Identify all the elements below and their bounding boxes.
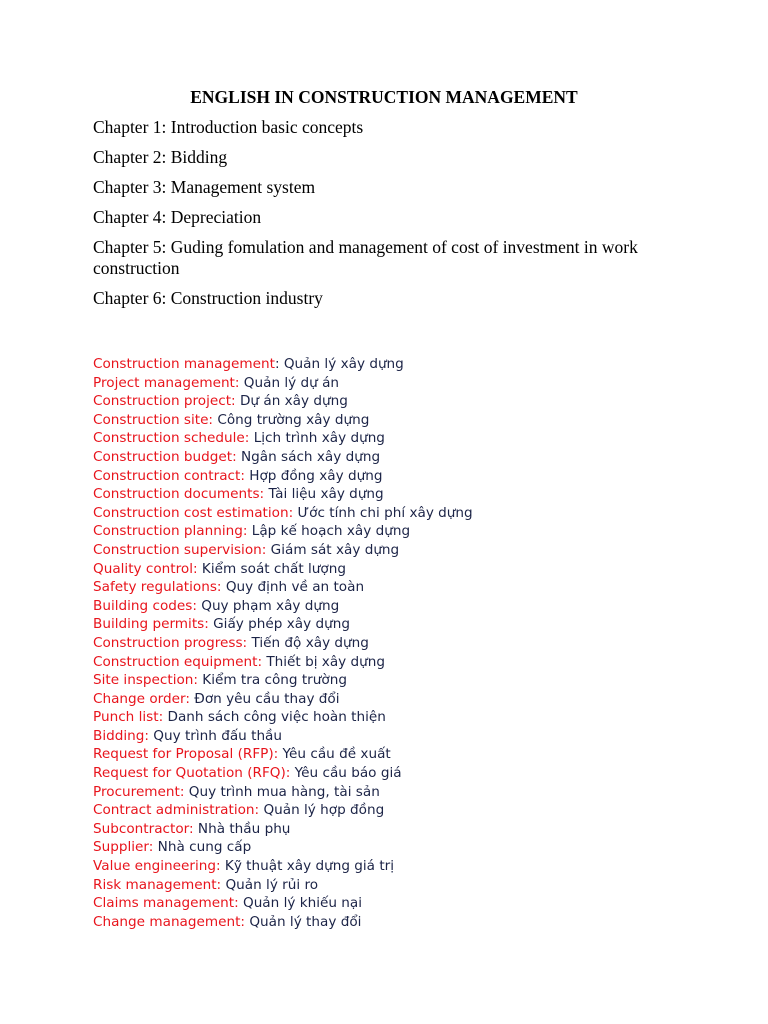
document-title: ENGLISH IN CONSTRUCTION MANAGEMENT — [190, 87, 578, 107]
glossary-row — [93, 838, 733, 857]
glossary-meaning: Quản lý xây dựng — [279, 356, 404, 372]
glossary-row — [93, 374, 733, 393]
glossary-term: Construction management — [93, 356, 275, 372]
glossary-meaning: Lịch trình xây dựng — [249, 430, 385, 447]
glossary-meaning: Giám sát xây dựng — [266, 541, 400, 558]
glossary-row — [93, 411, 733, 430]
glossary-meaning: Nhà thầu phụ — [193, 820, 291, 837]
glossary-term: Contract administration: — [93, 802, 260, 819]
glossary-term: Construction cost estimation: — [93, 504, 294, 521]
glossary-meaning: Quy trình đấu thầu — [148, 727, 283, 744]
glossary-row — [93, 634, 733, 653]
glossary-row — [93, 355, 733, 374]
glossary-meaning: Nhà cung cấp — [153, 839, 252, 856]
glossary-row — [93, 764, 733, 783]
glossary-term: Procurement: — [93, 783, 185, 800]
glossary-meaning: Quy phạm xây dựng — [196, 597, 340, 614]
glossary-row — [93, 727, 733, 746]
chapter-item: Chapter 4: Depreciation — [93, 207, 262, 227]
glossary-meaning: Kỹ thuật xây dựng giá trị — [220, 858, 395, 875]
glossary-term: Request for Quotation (RFQ): — [93, 765, 291, 782]
glossary-meaning: Lập kế hoạch xây dựng — [247, 523, 411, 540]
glossary-meaning: Đơn yêu cầu thay đổi — [189, 690, 340, 707]
glossary-meaning: Quy định về an toàn — [221, 579, 365, 596]
glossary-row — [93, 615, 733, 634]
glossary-term: Construction planning: — [93, 523, 248, 540]
chapter-item: Chapter 2: Bidding — [93, 147, 228, 167]
glossary-meaning: Hợp đồng xây dựng — [244, 467, 383, 484]
glossary-term: Construction contract: — [93, 467, 245, 484]
glossary-term: Bidding: — [93, 727, 149, 744]
glossary-meaning: Yêu cầu đề xuất — [278, 746, 391, 763]
chapter-item: Chapter 3: Management system — [93, 177, 316, 197]
glossary-term: Change management: — [93, 913, 246, 930]
glossary-row — [93, 653, 733, 672]
glossary-row — [93, 392, 733, 411]
glossary-meaning: Quản lý hợp đồng — [259, 802, 385, 819]
glossary-meaning: Dự án xây dựng — [235, 393, 348, 410]
glossary-term: Claims management: — [93, 895, 239, 912]
glossary-row — [93, 522, 733, 541]
glossary-row — [93, 708, 733, 727]
chapter-item: Chapter 1: Introduction basic concepts — [93, 117, 364, 137]
glossary-term: Risk management: — [93, 876, 222, 893]
glossary-meaning: Quản lý thay đổi — [245, 913, 362, 930]
glossary-meaning: Giấy phép xây dựng — [208, 616, 350, 633]
glossary-meaning: Quản lý dự án — [239, 374, 340, 391]
glossary-meaning: Thiết bị xây dựng — [262, 653, 386, 670]
glossary-term: Building permits: — [93, 616, 209, 633]
glossary-term: Construction site: — [93, 411, 214, 428]
glossary-term: Request for Proposal (RFP): — [93, 746, 279, 763]
glossary-row — [93, 913, 733, 932]
glossary-term: Construction budget: — [93, 448, 237, 465]
glossary-term: Building codes: — [93, 597, 197, 614]
glossary-row — [93, 485, 733, 504]
glossary-meaning: Ước tính chi phí xây dựng — [293, 504, 473, 521]
glossary-term: Punch list: — [93, 709, 164, 726]
glossary-meaning: Kiểm tra công trường — [197, 672, 347, 689]
chapter-list — [93, 117, 693, 318]
glossary-list — [93, 355, 733, 931]
glossary-meaning: Công trường xây dựng — [213, 411, 370, 428]
glossary-meaning: Quản lý rủi ro — [221, 876, 319, 893]
chapter-item: Chapter 5: Guding fomulation and management of cost of investment in work construction — [93, 237, 638, 278]
glossary-separator: : — [274, 356, 280, 372]
glossary-meaning: Tài liệu xây dựng — [264, 486, 384, 503]
glossary-row — [93, 876, 733, 895]
glossary-term: Construction documents: — [93, 486, 265, 503]
glossary-term: Construction progress: — [93, 634, 248, 651]
glossary-row — [93, 801, 733, 820]
glossary-term: Construction supervision: — [93, 541, 267, 558]
glossary-meaning: Quản lý khiếu nại — [238, 895, 363, 912]
chapter-item: Chapter 6: Construction industry — [93, 288, 323, 308]
glossary-row — [93, 597, 733, 616]
glossary-row — [93, 504, 733, 523]
glossary-term: Construction equipment: — [93, 653, 263, 670]
glossary-row — [93, 560, 733, 579]
glossary-term: Value engineering: — [93, 858, 221, 875]
glossary-row — [93, 467, 733, 486]
glossary-meaning: Tiến độ xây dựng — [247, 634, 369, 651]
glossary-term: Site inspection: — [93, 672, 198, 689]
glossary-term: Supplier: — [93, 839, 154, 856]
glossary-term: Project management: — [93, 374, 240, 391]
glossary-term: Safety regulations: — [93, 579, 222, 596]
glossary-row — [93, 820, 733, 839]
glossary-row — [93, 541, 733, 560]
glossary-meaning: Kiểm soát chất lượng — [197, 560, 346, 577]
glossary-term: Change order: — [93, 690, 190, 707]
glossary-term: Subcontractor: — [93, 820, 194, 837]
glossary-row — [93, 429, 733, 448]
glossary-meaning: Ngân sách xây dựng — [236, 448, 381, 465]
glossary-row — [93, 894, 733, 913]
glossary-term: Quality control: — [93, 560, 198, 577]
glossary-row — [93, 857, 733, 876]
glossary-meaning: Quy trình mua hàng, tài sản — [184, 783, 380, 800]
glossary-row — [93, 578, 733, 597]
glossary-row — [93, 745, 733, 764]
glossary-row — [93, 448, 733, 467]
glossary-meaning: Danh sách công việc hoàn thiện — [163, 709, 386, 726]
glossary-row — [93, 671, 733, 690]
glossary-row — [93, 690, 733, 709]
glossary-row — [93, 783, 733, 802]
glossary-term: Construction project: — [93, 393, 236, 410]
glossary-meaning: Yêu cầu báo giá — [290, 765, 402, 782]
glossary-term: Construction schedule: — [93, 430, 250, 447]
